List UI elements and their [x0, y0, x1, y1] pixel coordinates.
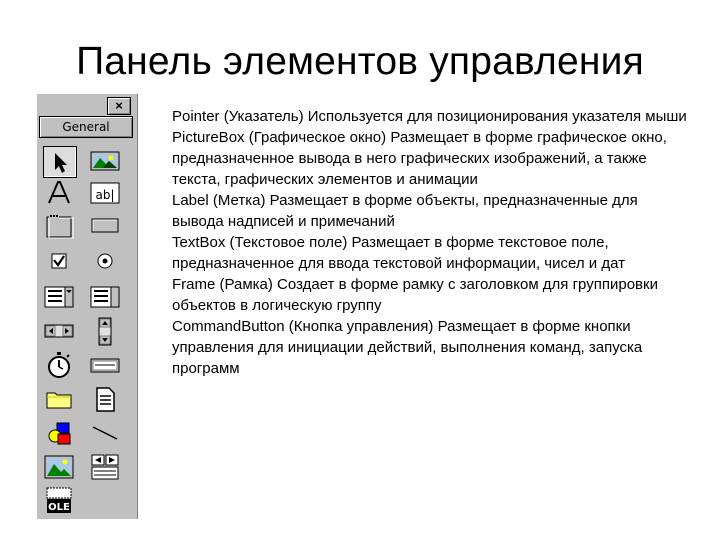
listbox-tool[interactable]	[89, 282, 121, 312]
dirlistbox-tool[interactable]	[43, 384, 75, 414]
commandbutton-tool[interactable]	[89, 210, 121, 240]
pointer-arrow-icon	[44, 147, 76, 177]
timer-tool[interactable]	[43, 350, 75, 380]
drive-list-icon	[89, 350, 121, 380]
close-button[interactable]: ×	[107, 97, 131, 115]
document-icon	[89, 384, 121, 414]
command-button-icon	[89, 210, 121, 240]
picture-icon	[89, 146, 121, 176]
line-tool[interactable]	[89, 418, 121, 448]
combobox-icon	[43, 282, 75, 312]
description-text	[172, 106, 692, 379]
description-paragraph: PictureBox (Графическое окно) Размещает в форме графическое окно, предназначенное вывода в него графических изображений, а также текста, графических элементов и анимации	[172, 129, 667, 188]
pointer-tool[interactable]	[43, 146, 77, 178]
optionbutton-tool[interactable]	[89, 246, 121, 276]
vscrollbar-tool[interactable]	[89, 316, 121, 346]
description-paragraph: Pointer (Указатель) Используется для позиционирования указателя мыши	[172, 108, 687, 125]
label-tool[interactable]	[43, 178, 75, 208]
textbox-tool[interactable]	[89, 178, 121, 208]
image-tool[interactable]	[43, 452, 75, 482]
vertical-scrollbar-icon	[89, 316, 121, 346]
shape-tool[interactable]	[43, 418, 75, 448]
toolbox-panel	[36, 93, 138, 519]
folder-icon	[43, 384, 75, 414]
slide-title: Панель элементов управления	[76, 40, 644, 83]
description-paragraph: CommandButton (Кнопка управления) Размещает в форме кнопки управления для инициации действий, выполнения команд, запуска программ	[172, 318, 643, 377]
shapes-icon	[43, 418, 75, 448]
svg-text:ab|: ab|	[95, 188, 115, 202]
label-a-icon	[43, 178, 75, 208]
data-tool[interactable]	[89, 452, 121, 482]
textbox-icon	[89, 178, 121, 208]
stopwatch-icon	[43, 350, 75, 380]
description-paragraph: TextBox (Текстовое поле) Размещает в форме текстовое поле, предназначенное для ввода текстовой информации, чисел и дат	[172, 234, 625, 272]
ole-icon	[43, 486, 75, 516]
drivelistbox-tool[interactable]	[89, 350, 121, 380]
checkbox-tool[interactable]	[43, 246, 75, 276]
image-icon	[43, 452, 75, 482]
toolbox-titlebar	[39, 96, 133, 112]
checkbox-icon	[43, 246, 75, 276]
filelistbox-tool[interactable]	[89, 384, 121, 414]
data-control-icon	[89, 452, 121, 482]
description-paragraph: Frame (Рамка) Создает в форме рамку с заголовком для группировки объектов в логическую группу	[172, 276, 658, 314]
line-icon	[89, 418, 121, 448]
horizontal-scrollbar-icon	[43, 316, 75, 346]
hscrollbar-tool[interactable]	[43, 316, 75, 346]
frame-tool[interactable]	[43, 210, 75, 240]
picturebox-tool[interactable]	[89, 146, 121, 176]
frame-icon	[43, 210, 75, 240]
ole-tool[interactable]	[43, 486, 75, 516]
general-tab-button[interactable]: General	[39, 116, 133, 138]
description-paragraph: Label (Метка) Размещает в форме объекты, предназначенные для вывода надписей и примечаний	[172, 192, 638, 230]
combobox-tool[interactable]	[43, 282, 75, 312]
svg-text:OLE: OLE	[48, 502, 70, 513]
listbox-icon	[89, 282, 121, 312]
radio-button-icon	[89, 246, 121, 276]
